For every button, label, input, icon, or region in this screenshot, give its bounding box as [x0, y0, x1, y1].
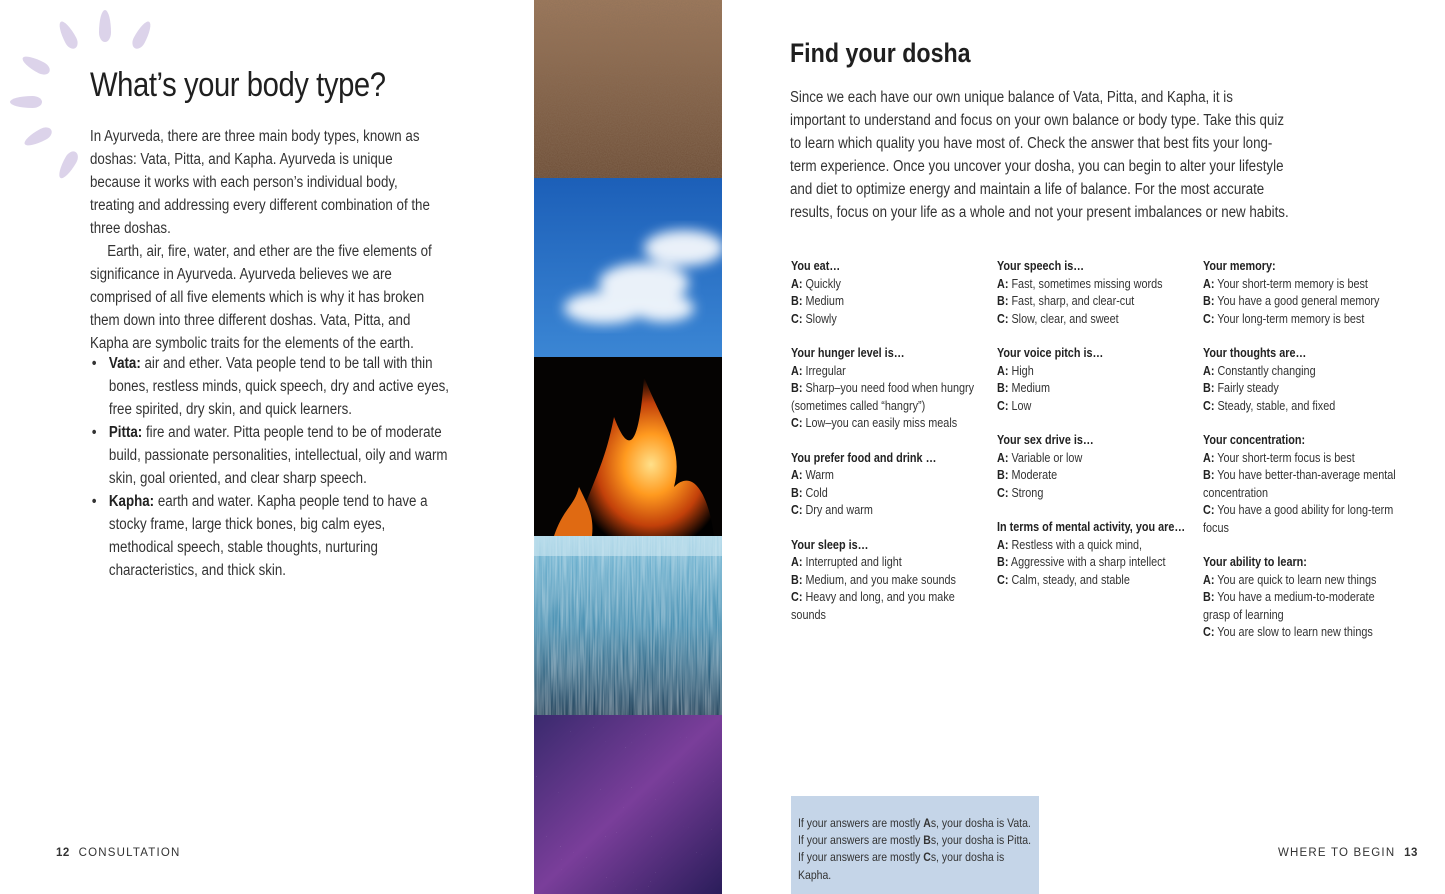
option-b[interactable] — [791, 293, 985, 311]
right-footer — [1278, 847, 1418, 859]
option-c[interactable] — [1203, 311, 1397, 329]
quiz-question — [1203, 554, 1397, 642]
option-text: You have a medium-to-moderate grasp of learning — [1203, 590, 1375, 622]
option-text: Cold — [805, 485, 828, 500]
question-text: Your hunger level is… — [791, 346, 905, 360]
fire-image — [534, 357, 722, 536]
option-letter: A: — [791, 276, 803, 291]
petal-icon — [99, 10, 111, 42]
option-text: Quickly — [805, 276, 841, 291]
result-line — [798, 815, 1039, 832]
option-letter: B: — [791, 485, 803, 500]
page-title: What’s your body type? — [90, 66, 386, 104]
question-text: Your sleep is… — [791, 537, 869, 552]
option-letter: A: — [791, 468, 803, 482]
option-c[interactable] — [791, 415, 985, 433]
dosha-description: earth and water. Kapha people tend to have a stocky frame, large thick bones, big calm eyes, methodical speech, stable thoughts, nurturing characteristics, and thick skin. — [108, 493, 428, 579]
dosha-term: Kapha: — [108, 493, 155, 510]
result-letter: A — [923, 816, 931, 830]
option-c[interactable] — [997, 485, 1191, 503]
quiz-title: Find your dosha — [790, 38, 971, 68]
option-letter: C: — [997, 398, 1009, 413]
option-a[interactable] — [791, 554, 985, 572]
option-a[interactable] — [997, 537, 1191, 555]
clouds-icon — [534, 178, 722, 357]
petal-icon — [22, 125, 54, 150]
option-text: You are slow to learn new things — [1217, 625, 1373, 639]
option-c[interactable] — [997, 572, 1191, 590]
option-b[interactable] — [1203, 293, 1397, 311]
option-text: Medium — [1011, 381, 1050, 395]
option-letter: A: — [997, 276, 1009, 291]
option-letter: B: — [1203, 381, 1215, 395]
option-text: Fast, sometimes missing words — [1011, 276, 1163, 291]
result-post: s, your dosha is Pitta. — [930, 833, 1032, 848]
question-text: Your thoughts are… — [1203, 346, 1307, 360]
option-a[interactable] — [997, 450, 1191, 468]
petal-icon — [10, 96, 42, 108]
option-c[interactable] — [1203, 398, 1397, 416]
quiz-column-2 — [997, 258, 1191, 606]
result-post: s, your dosha is Vata. — [930, 816, 1031, 830]
option-text: Calm, steady, and stable — [1011, 572, 1130, 587]
option-c[interactable] — [1203, 502, 1397, 537]
earth-soil-icon — [534, 0, 722, 178]
option-text: Fairly steady — [1217, 381, 1279, 395]
option-b[interactable] — [791, 380, 985, 415]
option-letter: B: — [791, 572, 803, 587]
petal-icon — [55, 149, 80, 181]
option-b[interactable] — [1203, 589, 1397, 624]
option-letter: C: — [1203, 625, 1215, 639]
result-letter: B — [923, 833, 931, 848]
option-letter: A: — [1203, 450, 1215, 465]
option-c[interactable] — [997, 398, 1191, 416]
option-text: Slow, clear, and sweet — [1011, 311, 1119, 326]
option-text: You are quick to learn new things — [1217, 572, 1377, 587]
option-text: Variable or low — [1011, 450, 1083, 465]
quiz-question — [791, 258, 985, 328]
elements-image-strip — [534, 0, 722, 894]
petal-icon — [130, 19, 155, 51]
option-text: Your short-term focus is best — [1217, 450, 1355, 465]
flame-icon — [534, 357, 722, 536]
option-b[interactable] — [1203, 380, 1397, 398]
earth-image — [534, 0, 722, 178]
option-b[interactable] — [791, 572, 985, 590]
option-text: Moderate — [1011, 468, 1058, 482]
option-text: Slowly — [805, 311, 837, 326]
list-item — [90, 490, 451, 582]
option-letter: A: — [997, 537, 1009, 552]
option-text: Irregular — [805, 363, 846, 378]
question-text: Your voice pitch is… — [997, 346, 1104, 360]
quiz-question — [997, 519, 1191, 589]
option-letter: B: — [1203, 468, 1215, 482]
option-text: Sharp–you need food when hungry (sometimes called “hangry”) — [791, 381, 975, 413]
water-image — [534, 536, 722, 715]
section-label: WHERE TO BEGIN — [1278, 847, 1396, 859]
option-a[interactable] — [791, 276, 985, 294]
quiz-intro: Since we each have our own unique balance of Vata, Pitta, and Kapha, it is important to understand and focus on your own balance or body type. Take this quiz to learn which quality you have most of. Check the answer that best fits your long-term experience. Once you uncover your dosha, you can begin to alter your lifestyle and diet to optimize energy and maintain a life of balance. For the most accurate results, focus on your life as a whole and not your present imbalances or new habits. — [790, 89, 1289, 221]
option-letter: B: — [1203, 294, 1215, 308]
option-a[interactable] — [997, 363, 1191, 381]
result-line — [798, 849, 1039, 883]
dosha-list — [90, 352, 451, 582]
option-text: Strong — [1011, 485, 1044, 500]
option-letter: C: — [997, 572, 1009, 587]
option-text: Your short-term memory is best — [1217, 276, 1368, 291]
dosha-term: Pitta: — [108, 424, 143, 441]
quiz-question — [791, 345, 985, 433]
option-text: Warm — [805, 468, 834, 482]
option-text: You have a good ability for long-term focus — [1203, 503, 1394, 535]
option-letter: B: — [997, 381, 1009, 395]
option-text: You have better-than-average mental concentration — [1203, 468, 1396, 500]
result-line — [798, 832, 1039, 849]
option-text: Constantly changing — [1217, 363, 1316, 378]
list-item — [90, 421, 451, 490]
result-text — [798, 815, 1039, 884]
question-text: Your speech is… — [997, 259, 1085, 273]
quiz-question — [997, 258, 1191, 328]
option-text: Steady, stable, and fixed — [1217, 398, 1336, 413]
quiz-question — [997, 432, 1191, 502]
option-text: Restless with a quick mind, — [1011, 537, 1143, 552]
list-item — [90, 352, 451, 421]
result-pre: If your answers are mostly — [798, 850, 924, 865]
option-b[interactable] — [997, 380, 1191, 398]
option-a[interactable] — [791, 467, 985, 485]
option-letter: A: — [997, 450, 1009, 465]
section-label: CONSULTATION — [78, 847, 181, 859]
option-letter: C: — [791, 590, 803, 604]
option-a[interactable] — [1203, 450, 1397, 468]
result-post: s, your dosha is Kapha. — [798, 850, 1005, 882]
quiz-question — [1203, 258, 1397, 328]
question-text: You prefer food and drink … — [791, 450, 937, 465]
left-footer — [56, 847, 181, 859]
option-a[interactable] — [1203, 363, 1397, 381]
option-letter: C: — [791, 416, 803, 430]
option-b[interactable] — [997, 467, 1191, 485]
option-b[interactable] — [997, 293, 1191, 311]
result-pre: If your answers are mostly — [798, 833, 924, 848]
option-a[interactable] — [1203, 276, 1397, 294]
result-letter: C — [923, 850, 931, 865]
option-text: Dry and warm — [805, 503, 873, 517]
option-letter: A: — [1203, 363, 1215, 378]
option-c[interactable] — [1203, 624, 1397, 642]
option-c[interactable] — [997, 311, 1191, 329]
option-text: Low–you can easily miss meals — [805, 416, 958, 430]
option-letter: C: — [997, 311, 1009, 326]
quiz-question — [1203, 345, 1397, 415]
option-letter: B: — [791, 294, 803, 308]
option-letter: C: — [791, 503, 803, 517]
option-text: Medium — [805, 294, 844, 308]
option-letter: C: — [1203, 398, 1215, 413]
sky-image — [534, 178, 722, 357]
option-a[interactable] — [1203, 572, 1397, 590]
option-a[interactable] — [791, 363, 985, 381]
quiz-question — [997, 345, 1191, 415]
option-b[interactable] — [997, 554, 1191, 572]
option-letter: C: — [997, 485, 1009, 500]
option-letter: C: — [1203, 311, 1215, 326]
petal-icon — [20, 53, 52, 78]
option-letter: A: — [997, 363, 1009, 378]
waterfall-icon — [534, 536, 722, 715]
option-a[interactable] — [997, 276, 1191, 294]
question-text: Your ability to learn: — [1203, 555, 1307, 569]
dosha-description: air and ether. Vata people tend to be tall with thin bones, restless minds, quick speech, dry and active eyes, free spirited, dry skin, and quick learners. — [108, 355, 450, 418]
option-letter: A: — [791, 555, 803, 569]
petal-icon — [56, 19, 81, 51]
option-letter: B: — [997, 294, 1009, 308]
option-letter: A: — [1203, 276, 1215, 291]
option-text: Medium, and you make sounds — [805, 572, 956, 587]
option-text: High — [1011, 363, 1034, 378]
option-text: Fast, sharp, and clear-cut — [1011, 294, 1135, 308]
page-number: 12 — [56, 847, 70, 859]
option-letter: C: — [1203, 503, 1215, 517]
option-text: Heavy and long, and you make sounds — [791, 590, 955, 622]
option-text: You have a good general memory — [1217, 294, 1380, 308]
option-letter: B: — [997, 555, 1009, 569]
option-letter: B: — [1203, 590, 1215, 604]
option-letter: B: — [791, 381, 803, 395]
question-text: Your concentration: — [1203, 433, 1306, 447]
ether-image — [534, 715, 722, 894]
option-text: Low — [1011, 398, 1032, 413]
quiz-question — [791, 450, 985, 520]
option-letter: B: — [997, 468, 1009, 482]
option-c[interactable] — [791, 502, 985, 520]
option-text: Your long-term memory is best — [1217, 311, 1365, 326]
question-text: In terms of mental activity, you are… — [997, 520, 1186, 534]
option-b[interactable] — [1203, 467, 1397, 502]
option-letter: A: — [791, 363, 803, 378]
question-text: Your sex drive is… — [997, 433, 1094, 447]
dosha-term: Vata: — [108, 355, 141, 372]
quiz-question — [791, 537, 985, 625]
page-number: 13 — [1404, 847, 1418, 859]
option-c[interactable] — [791, 589, 985, 624]
intro-paragraph — [90, 125, 443, 355]
option-b[interactable] — [791, 485, 985, 503]
quiz-question — [1203, 432, 1397, 537]
option-c[interactable] — [791, 311, 985, 329]
option-text: Aggressive with a sharp intellect — [1010, 555, 1166, 569]
question-text: Your memory: — [1203, 259, 1276, 273]
quiz-column-1 — [791, 258, 985, 641]
starry-sky-icon — [534, 715, 722, 894]
paragraph-2: Earth, air, fire, water, and ether are the five elements of significance in Ayurveda. Ayurveda believes we are comprised of all five elements which is why it has broken them down into three different doshas. Vata, Pitta, and Kapha are symbolic traits for the elements of the earth. — [90, 243, 432, 352]
option-text: Interrupted and light — [805, 555, 902, 569]
question-text: You eat… — [791, 259, 841, 273]
result-pre: If your answers are mostly — [798, 816, 924, 830]
option-letter: C: — [791, 311, 803, 326]
dosha-description: fire and water. Pitta people tend to be of moderate build, passionate personalities, intellectual, oily and warm skin, goal oriented, and clear sharp speech. — [108, 424, 448, 487]
paragraph-1: In Ayurveda, there are three main body types, known as doshas: Vata, Pitta, and Kapha. Ayurveda is unique because it works with each person’s individual body, treating and addressing every different combination of the three doshas. — [90, 128, 430, 237]
option-letter: A: — [1203, 572, 1215, 587]
quiz-column-3 — [1203, 258, 1397, 659]
